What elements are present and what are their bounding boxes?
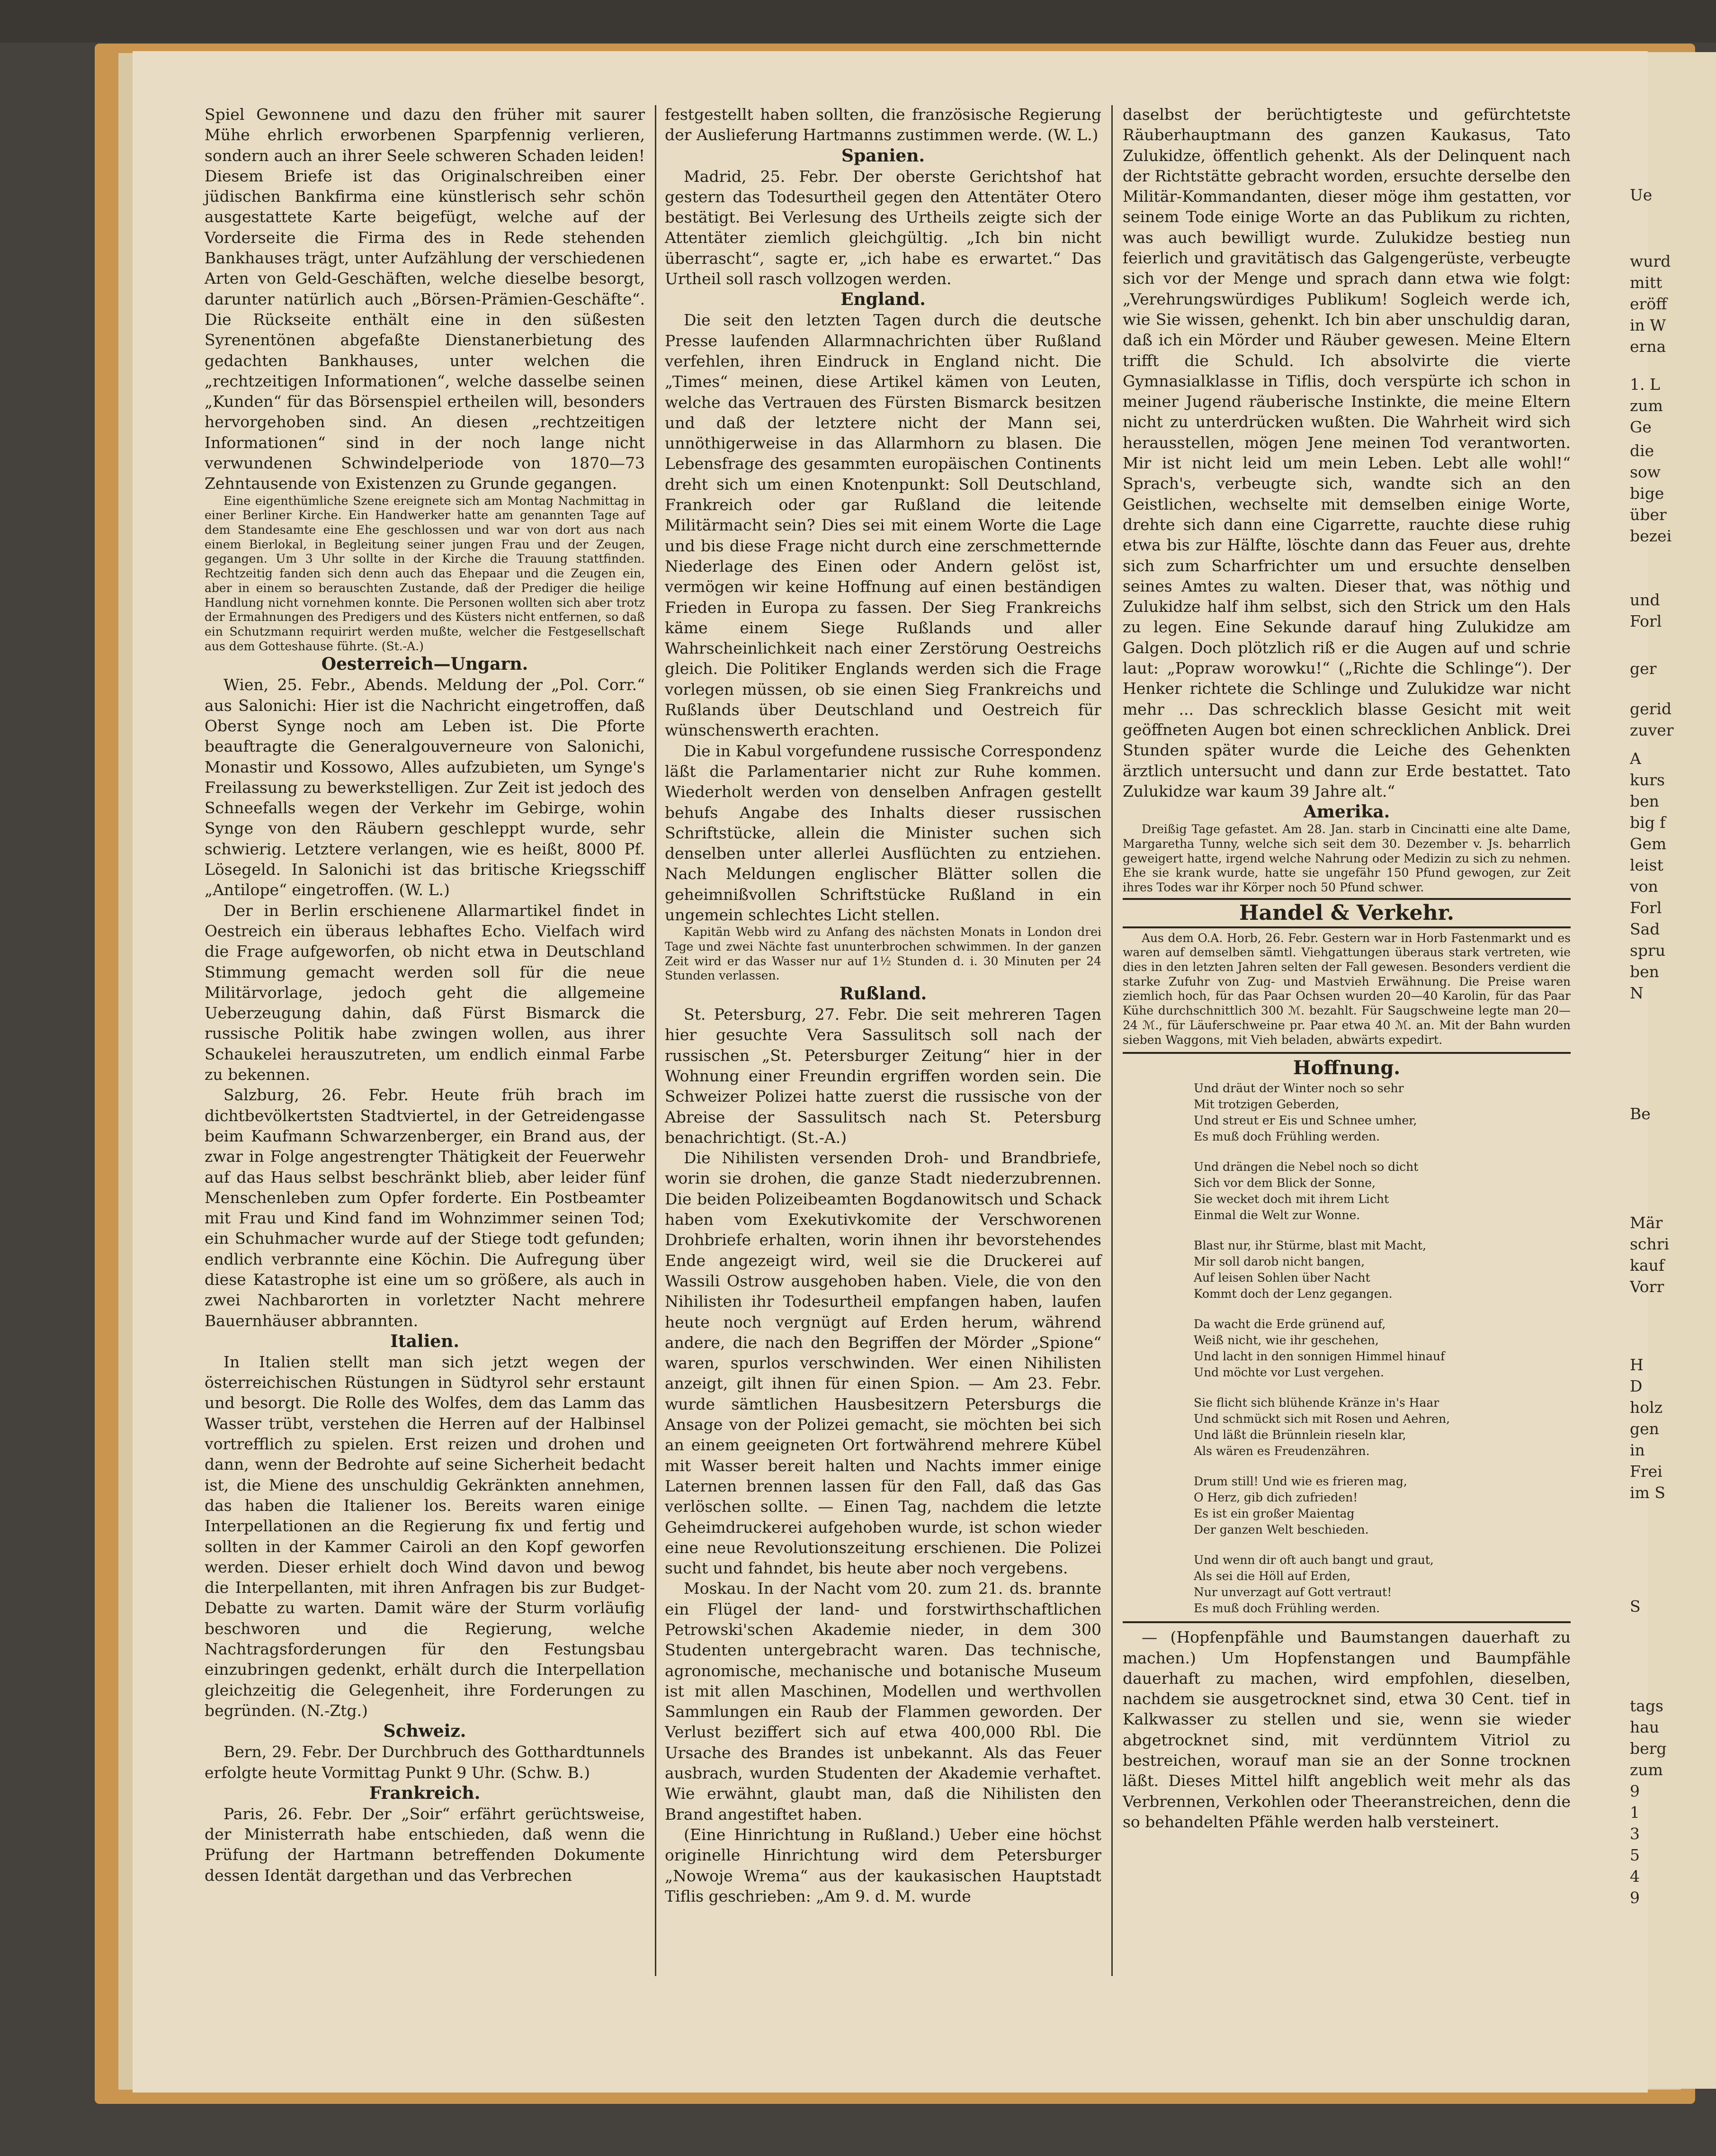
next-page-fragment: eröff	[1630, 295, 1667, 313]
next-page-fragment: tags	[1630, 1697, 1663, 1715]
next-page-fragment: Forl	[1630, 612, 1662, 630]
article-petersburg: St. Petersburg, 27. Febr. Die seit mehreren Tagen hier gesuchte Vera Sassulitsch soll nach der russischen „St. Petersburger Zeitung“ hier in der Wohnung einer Freundin ergriffen worden sein. Die Schweizer Polizei hatte zuerst die russische von der Abreise der Sassulitsch nach St. Petersburg benachrichtigt. (St.-A.)	[665, 1005, 1101, 1147]
next-page-fragment: holz	[1630, 1398, 1663, 1417]
next-page-fragment: berg	[1630, 1739, 1667, 1758]
poem-line: Der ganzen Welt beschieden.	[1194, 1523, 1369, 1537]
poem-line: Sich vor dem Blick der Sonne,	[1194, 1176, 1376, 1190]
next-page-fragment: Ue	[1630, 186, 1653, 204]
article-moskau: Moskau. In der Nacht vom 20. zum 21. ds. brannte ein Flügel der land- und forstwirthschaftlichen Petrowski'schen Akademie nieder, in dem 300 Studenten untergebracht waren. Das technische, agronomische, mechanische und botanische Museum ist mit allen Maschinen, Modellen und werthvollen Sammlungen ein Raub der Flammen geworden. Der Verlust beziffert sich auf etwa 400,000 Rbl. Die Ursache des Brandes ist unbekannt. Als das Feuer ausbrach, wurden Studenten der Akademie verhaftet. Wie erwähnt, glaubt man, daß die Nihilisten den Brand angestiftet haben.	[665, 1579, 1101, 1824]
poem-line: Und wenn dir oft auch bangt und graut,	[1194, 1553, 1434, 1567]
poem-stanza	[1194, 1238, 1571, 1302]
next-page-fragment: Sad	[1630, 920, 1660, 938]
poem-line: Mit trotzigen Geberden,	[1194, 1097, 1340, 1112]
next-page-fragment: über	[1630, 505, 1667, 524]
poem-line: Da wacht die Erde grünend auf,	[1194, 1317, 1386, 1331]
column-rule-1	[655, 105, 656, 1976]
poem-stanza	[1194, 1159, 1571, 1223]
article-italien: In Italien stellt man sich jetzt wegen der österreichischen Rüstungen in Südtyrol sehr erstaunt und besorgt. Die Rolle des Wolfes, dem das Lamm das Wasser trübt, verstehen die Herren auf der Halbinsel vortrefflich zu spielen. Erst reizen und drohen und dann, wenn der Bedrohte auf seine Sicherheit bedacht ist, die Miene des unschuldig Gekränkten annehmen, das haben die Italiener los. Bereits waren einige Interpellationen an die Regierung fix und fertig und sollten in der Kammer Cairoli an den Kopf geworfen werden. Dieser erhielt doch Wind davon und bewog die Interpellanten, mit ihren Anfragen bis zur Budget-Debatte zu warten. Damit wäre der Sturm vorläufig beschworen und die Regierung, welche Nachtragsforderungen für den Festungsbau einzubringen gedenkt, erhält durch die Interpellation gleichzeitig die Gelegenheit, ihre Forderungen zu begründen. (N.-Ztg.)	[205, 1352, 645, 1720]
next-page-fragment: bezei	[1630, 527, 1672, 545]
article-england: Die seit den letzten Tagen durch die deutsche Presse laufenden Allarmnachrichten über Rußland verfehlen, ihren Eindruck in England nicht. Die „Times“ meinen, diese Artikel kämen von Leuten, welche das Vertrauen des Fürsten Bismarck besitzen und daß der letztere nicht der Mann sei, unnöthigerweise in das Allarmhorn zu blasen. Die Lebensfrage des gesammten europäischen Continents dreht sich um einen Knotenpunkt: Soll Deutschland, Frankreich oder gar Rußland die leitende Militärmacht sein? Dies sei mit einem Worte die Lage und bis diese Frage nicht durch eine zerschmetternde Niederlage des Einen oder Andern gelöst ist, vermögen wir keine Hoffnung auf einen beständigen Frieden in Europa zu fassen. Der Sieg Frankreichs käme einem Siege Rußlands und aller Wahrscheinlichkeit nach einer Zerstörung Oestreichs gleich. Die Politiker Englands werden sich die Frage vorlegen müssen, ob sie einen Sieg Frankreichs und Rußlands über Deutschland und Oestreich für wünschenswerth erachten.	[665, 311, 1101, 740]
next-page-fragment: 4	[1630, 1867, 1640, 1886]
column-rule-2	[1111, 105, 1113, 1976]
next-page-fragment: spru	[1630, 941, 1666, 960]
next-page-fragment: kurs	[1630, 771, 1665, 789]
poem-stanza	[1194, 1473, 1571, 1538]
next-page-fragment: D	[1630, 1377, 1643, 1395]
heading-handel-verkehr: Handel & Verkehr.	[1123, 898, 1571, 928]
poem-line: Blast nur, ihr Stürme, blast mit Macht,	[1194, 1239, 1427, 1253]
article-intro: Spiel Gewonnene und dazu den früher mit saurer Mühe ehrlich erworbenen Sparpfennig verlieren, sondern auch an ihrer Seele schweren Schaden leiden! Diesem Briefe ist das Originalschreiben einer jüdischen Bankfirma eine künstlerisch sehr schön ausgestattete Karte beigefügt, welche auf der Vorderseite die Firma des in Rede stehenden Bankhauses trägt, unter Aufzählung der verschiedenen Arten von Geld-Geschäften, welche dieselbe besorgt, darunter natürlich auch „Börsen-Prämien-Geschäfte“. Die Rückseite enthält eine in den süßesten Syrenentönen abgefaßte Dienstanerbietung des gedachten Bankhauses, unter welchen die „rechtzeitigen Informationen“, welche dasselbe seinen „Kunden“ für das Börsenspiel ertheilen will, besonders hervorgehoben sind. An diesen „rechtzeitigen Informationen“ sind in der noch lange nicht verwundenen Schwindelperiode von 1870—73 Zehntausende von Existenzen zu Grunde gegangen.	[205, 105, 645, 493]
article-allarmartikel: Der in Berlin erschienene Allarmartikel findet in Oestreich ein überaus lebhaftes Echo. Vielfach wird die Frage aufgeworfen, ob nicht etwa in Deutschland Stimmung gemacht werden soll für die neue Militärvorlage, jedoch geht die allgemeine Ueberzeugung dahin, daß Fürst Bismarck die russische Politik habe zwingen wollen, aus ihrer Schaukelei herauszutreten, um endlich einmal Farbe zu bekennen.	[205, 901, 645, 1084]
poem-stanza	[1194, 1316, 1571, 1381]
article-kabul: Die in Kabul vorgefundene russische Correspondenz läßt die Parlamentarier nicht zur Ruhe kommen. Wiederholt werden von denselben Anfragen gestellt behufs Angabe des Inhalts dieser russischen Schriftstücke, allein die Minister suchen sich denselben unter allerlei Ausflüchten zu entziehen. Nach Meldungen englischer Blätter sollen die geheimnißvollen Schriftstücke Rußland in ein ungemein schlechtes Licht stellen.	[665, 741, 1101, 924]
next-page-fragment: ben	[1630, 962, 1659, 981]
next-page-fragment: Vorr	[1630, 1277, 1664, 1296]
next-page-fragment: wurd	[1630, 252, 1671, 270]
poem-line: Kommt doch der Lenz gegangen.	[1194, 1287, 1393, 1301]
poem-line: Als wären es Freudenzähren.	[1194, 1444, 1370, 1458]
next-page-fragment: in W	[1630, 316, 1666, 334]
poem-line: Als sei die Höll auf Erden,	[1194, 1569, 1351, 1583]
next-page-fragment: S	[1630, 1597, 1641, 1616]
poem-stanza	[1194, 1552, 1571, 1617]
article-paris-continued: festgestellt haben sollten, die französische Regierung der Auslieferung Hartmanns zustimmen werde. (W. L.)	[665, 105, 1101, 144]
next-page-fragment: Gem	[1630, 835, 1667, 853]
article-webb: Kapitän Webb wird zu Anfang des nächsten Monats in London drei Tage und zwei Nächte fast ununterbrochen schwimmen. In der ganzen Zeit wird er das Wasser nur auf 1½ Stunden d. i. 30 Minuten per 24 Stunden verlassen.	[665, 925, 1101, 983]
poem-line: Und drängen die Nebel noch so dicht	[1194, 1160, 1419, 1174]
heading-russland: Rußland.	[839, 984, 927, 1004]
next-page-fragment: leist	[1630, 856, 1663, 874]
article-hopfen: — (Hopfenpfähle und Baumstangen dauerhaft zu machen.) Um Hopfenstangen und Baumpfähle dauerhaft zu machen, wird empfohlen, dieselben, nachdem sie ausgetrocknet sind, etwa 30 Cent. tief in Kalkwasser zu stellen und sie, wenn sie wieder abgetrocknet sind, mit verdünntem Vitriol zu bestreichen, worauf man sie an der Sonne trocknen läßt. Dieses Mittel hilft angeblich weit mehr als das Verbrennen, Verkohlen oder Theeranstreichen, denn die so behandelten Pfähle werden halb versteinert.	[1123, 1628, 1571, 1831]
column-2	[665, 104, 1101, 1906]
heading-amerika: Amerika.	[1303, 802, 1390, 822]
next-page-fragment: zuver	[1630, 721, 1674, 739]
next-page-fragment: kauf	[1630, 1256, 1665, 1275]
poem-line: Mir soll darob nicht bangen,	[1194, 1255, 1365, 1269]
poem-line: Es ist ein großer Maientag	[1194, 1507, 1355, 1521]
poem-line: Auf leisen Sohlen über Nacht	[1194, 1271, 1370, 1285]
heading-italien: Italien.	[390, 1331, 459, 1351]
article-madrid: Madrid, 25. Febr. Der oberste Gerichtshof hat gestern das Todesurtheil gegen den Attentäter Otero bestätigt. Bei Verlesung des Urtheils zeigte sich der Attentäter ziemlich gleichgültig. „Ich bin nicht überrascht“, sagte er, „ich habe es erwartet.“ Das Urtheil soll rasch vollzogen werden.	[665, 167, 1101, 288]
heading-schweiz: Schweiz.	[383, 1721, 466, 1742]
article-paris: Paris, 26. Febr. Der „Soir“ erfährt gerüchtsweise, der Ministerrath habe entschieden, daß wenn die Prüfung der Hartmann betreffenden Dokumente dessen Identät dargethan und das Verbrechen	[205, 1804, 645, 1885]
poem-line: Und läßt die Brünnlein rieseln klar,	[1194, 1428, 1406, 1442]
next-page-fragment: gerid	[1630, 700, 1672, 718]
scan-top-border	[0, 0, 1716, 43]
poem-line: Sie flicht sich blühende Kränze in's Haar	[1194, 1396, 1439, 1410]
next-page-fragment: 3	[1630, 1824, 1640, 1843]
column-3	[1123, 104, 1571, 1832]
next-page-fragment: schri	[1630, 1235, 1669, 1253]
poem-line: Es muß doch Frühling werden.	[1194, 1601, 1380, 1616]
column-1	[205, 104, 645, 1886]
next-page-fragment: von	[1630, 877, 1658, 896]
next-page-fragment: 1. L	[1630, 375, 1660, 394]
next-page-fragment: im S	[1630, 1483, 1665, 1502]
next-page-fragment: 9	[1630, 1782, 1640, 1800]
next-page-fragment: mitt	[1630, 273, 1662, 292]
heading-spanien: Spanien.	[841, 145, 925, 166]
next-page-fragment: Ge	[1630, 418, 1652, 436]
article-bern: Bern, 29. Febr. Der Durchbruch des Gotthardtunnels erfolgte heute Vormittag Punkt 9 Uhr. (Schw. B.)	[205, 1743, 645, 1782]
poem-line: O Herz, gib dich zufrieden!	[1194, 1491, 1358, 1505]
poem-hoffnung	[1123, 1080, 1571, 1617]
next-page-fragment: gen	[1630, 1419, 1659, 1438]
next-page-fragment: N	[1630, 984, 1644, 1002]
article-amerika: Dreißig Tage gefastet. Am 28. Jan. starb in Cincinatti eine alte Dame, Margaretha Tunny, welche sich seit dem 30. Dezember v. Js. beharrlich geweigert hatte, irgend welche Nahrung oder Medizin zu sich zu nehmen. Ehe sie krank wurde, hatte sie ungefähr 150 Pfund gewogen, zur Zeit ihres Todes war ihr Körper noch 50 Pfund schwer.	[1123, 822, 1571, 894]
poem-line: Und lacht in den sonnigen Himmel hinauf	[1194, 1349, 1445, 1364]
next-page-fragment: die	[1630, 441, 1654, 460]
heading-oesterreich: Oesterreich—Ungarn.	[321, 654, 528, 674]
next-page-fragment: erna	[1630, 337, 1666, 356]
poem-stanza	[1194, 1080, 1571, 1145]
next-page-fragment: Frei	[1630, 1462, 1662, 1481]
next-page-fragment: sow	[1630, 463, 1661, 481]
next-page-fragment: 5	[1630, 1846, 1640, 1864]
next-page-fragment: Forl	[1630, 898, 1662, 917]
article-berlin-kirche: Eine eigenthümliche Szene ereignete sich am Montag Nachmittag in einer Berliner Kirche. Ein Handwerker hatte am genannten Tage auf dem Standesamte eine Ehe geschlossen und war von dort aus nach einem Bierlokal, in Begleitung seiner jungen Frau und der Zeugen, gegangen. Um 3 Uhr sollte in der Kirche die Trauung stattfinden. Rechtzeitig fanden sich denn auch das Ehepaar und die Zeugen ein, aber in einem so berauschten Zustande, daß der Prediger die heilige Handlung nicht vornehmen konnte. Die Personen wollten sich aber trotz der Ermahnungen des Predigers und des Küsters nicht entfernen, so daß ein Schutzmann requirirt werden mußte, welcher die Festgesellschaft aus dem Gotteshause führte. (St.-A.)	[205, 494, 645, 653]
next-page-fragment: A	[1630, 749, 1641, 768]
next-page-fragment: Mär	[1630, 1213, 1663, 1232]
poem-line: Sie wecket doch mit ihrem Licht	[1194, 1192, 1389, 1206]
heading-england: England.	[840, 289, 926, 310]
next-page-fragment: big f	[1630, 813, 1666, 832]
poem-line: Drum still! Und wie es frieren mag,	[1194, 1474, 1407, 1489]
article-salzburg: Salzburg, 26. Febr. Heute früh brach im dichtbevölkertsten Stadtviertel, in der Getreidengasse beim Kaufmann Schwarzenberger, ein Brand aus, der zwar in Folge angestrengter Thätigkeit der Feuerwehr auf das Haus selbst beschränkt blieb, aber leider fünf Menschenleben zum Opfer forderte. Ein Postbeamter mit Frau und Kind fand im Wohnzimmer seinen Tod; ein Schuhmacher wurde auf der Stiege todt gefunden; endlich verbrannte eine Köchin. Die Aufregung über diese Katastrophe ist eine um so größere, als auch in zwei Nachbarorten in vorletzter Nacht mehrere Bauernhäuser abbrannten.	[205, 1086, 645, 1330]
poem-line: Und schmückt sich mit Rosen und Aehren,	[1194, 1412, 1450, 1426]
next-page-fragment: hau	[1630, 1718, 1660, 1736]
poem-line: Und dräut der Winter noch so sehr	[1194, 1081, 1404, 1096]
poem-line: Und streut er Eis und Schnee umher,	[1194, 1114, 1417, 1128]
heading-frankreich: Frankreich.	[369, 1783, 481, 1803]
poem-line: Und möchte vor Lust vergehen.	[1194, 1365, 1384, 1380]
poem-title: Hoffnung.	[1293, 1057, 1401, 1079]
next-page-fragment: bige	[1630, 484, 1664, 503]
article-nihilisten: Die Nihilisten versenden Droh- und Brandbriefe, worin sie drohen, die ganze Stadt niederzubrennen. Die beiden Polizeibeamten Bogdanowitsch und Schack haben vom Exekutivkomite der Verschworenen Drohbriefe erhalten, worin ihnen ihr bevorstehendes Ende angezeigt wird, weil sie die Druckerei auf Wassili Ostrow ausgehoben haben. Viele, die von den Nihilisten ihr Todesurtheil empfangen haben, laufen heute noch vergnügt auf Erden herum, während andere, die nach den Begriffen der Mörder „Spione“ waren, spurlos verschwinden. Wer einen Nihilisten anzeigt, gilt ihnen für einen Spion. — Am 23. Febr. wurde sämtlichen Hausbesitzern Petersburgs die Ansage von der Polizei gemacht, sie möchten bei sich an einem geeigneten Ort fortwährend mehrere Kübel mit Wasser bereit halten und Nachts immer einige Laternen brennen lassen für den Fall, daß das Gas verlöschen sollte. — Einen Tag, nachdem die letzte Geheimdruckerei aufgehoben wurde, ist schon wieder eine neue Revolutionszeitung erschienen. Die Polizei sucht und fahndet, bis heute aber noch vergebens.	[665, 1149, 1101, 1578]
next-page-fragment: zum	[1630, 1761, 1663, 1779]
poem-line: Einmal die Welt zur Wonne.	[1194, 1208, 1360, 1222]
article-wien: Wien, 25. Febr., Abends. Meldung der „Pol. Corr.“ aus Salonichi: Hier ist die Nachricht eingetroffen, daß Oberst Synge noch am Leben ist. Die Pforte beauftragte die Generalgouverneure von Salonichi, Monastir und Kossowo, Alles aufzubieten, um Synge's Freilassung zu bewerkstelligen. Zur Zeit ist jedoch des Schneefalls wegen der Verkehr im Gebirge, wohin Synge von den Räubern geschleppt wurde, sehr schwierig. Letztere verlangen, wie es heißt, 8000 Pf. Lösegeld. In Salonichi ist das britische Kriegsschiff „Antilope“ eingetroffen. (W. L.)	[205, 675, 645, 899]
next-page-fragment: Be	[1630, 1105, 1651, 1123]
poem-line: Nur unverzagt auf Gott vertraut!	[1194, 1585, 1392, 1599]
next-page-fragment: ben	[1630, 792, 1659, 810]
poem-line: Es muß doch Frühling werden.	[1194, 1130, 1380, 1144]
next-page-fragment: zum	[1630, 396, 1663, 415]
article-hinrichtung: (Eine Hinrichtung in Rußland.) Ueber eine höchst originelle Hinrichtung wird dem Petersburger „Nowoje Wrema“ aus der kaukasischen Hauptstadt Tiflis geschrieben: „Am 9. d. M. wurde	[665, 1825, 1101, 1905]
next-page-fragment: 9	[1630, 1888, 1640, 1907]
section-divider	[1123, 1621, 1571, 1623]
poem-line: Weiß nicht, wie ihr geschehen,	[1194, 1333, 1379, 1348]
next-page-fragment: 1	[1630, 1803, 1640, 1822]
next-page-fragment: in	[1630, 1441, 1645, 1459]
next-page-fragment: H	[1630, 1356, 1644, 1374]
next-page-fragment: ger	[1630, 659, 1657, 678]
article-tiflis: daselbst der berüchtigteste und gefürchtetste Räuberhauptmann des ganzen Kaukasus, Tato Zulukidze, öffentlich gehenkt. Als der Delinquent nach der Richtstätte gebracht worden, ersuchte derselbe den Militär-Kommandanten, dieser möge ihm gestatten, vor seinem Tode einige Worte an das Publikum zu richten, was auch bewilligt wurde. Zulukidze bestieg nun feierlich und gravitätisch das Galgengerüste, verbeugte sich vor der Menge und sprach dann etwa wie folgt: „Verehrungswürdiges Publikum! Sogleich werde ich, wie Sie wissen, gehenkt. Ich bin aber unschuldig daran, daß ich ein Mörder und Räuber gewesen. Meine Eltern trifft die Schuld. Ich absolvirte die vierte Gymnasialklasse in Tiflis, doch verspürte ich schon in meiner Jugend räuberische Instinkte, die meine Eltern nicht zu unterdrücken wußten. Die Wahrheit wird sich herausstellen, mögen Jene meinen Tod verantworten. Mir ist nicht leid um mein Leben. Lebt alle wohl!“ Sprach's, verbeugte sich, wandte sich an den Geistlichen, wechselte mit demselben einige Worte, drehte sich dann eine Cigarrette, rauchte diese ruhig etwa bis zur Hälfte, löschte dann das Feuer aus, drehte sich zum Scharfrichter um und ersuchte denselben seines Amtes zu walten. Dieser that, was nöthig und Zulukidze half ihm selbst, sich den Strick um den Hals zu legen. Eine Sekunde darauf hing Zulukidze am Galgen. Doch plötzlich riß er die Augen auf und schrie laut: „Popraw worowku!“ („Richte die Schlinge“). Der Henker richtete die Schlinge und Zulukidze war nicht mehr ... Das schrecklich blasse Gesicht mit weit geöffneten Augen bot einen schrecklichen Anblick. Drei Stunden später wurde die Leiche des Gehenkten ärztlich untersucht und dann zur Erde bestattet. Tato Zulukidze war kaum 39 Jahre alt.“	[1123, 105, 1571, 800]
poem-stanza	[1194, 1395, 1571, 1459]
next-page-fragment: und	[1630, 591, 1660, 609]
section-divider	[1123, 1052, 1571, 1054]
article-horb: Aus dem O.A. Horb, 26. Febr. Gestern war in Horb Fastenmarkt und es waren auf demselben sämtl. Viehgattungen überaus stark vertreten, wie dies in den letzten Jahren selten der Fall gewesen. Besonders verdient die starke Zufuhr von Zug- und Mastvieh Erwähnung. Die Preise waren ziemlich hoch, für das Paar Ochsen wurden 20—40 Karolin, für das Paar Kühe durchschnittlich 300 ℳ. bezahlt. Für Saugschweine legte man 20—24 ℳ., für Läuferschweine pr. Paar etwa 40 ℳ. an. Mit der Bahn wurden sieben Waggons, mit Vieh beladen, abwärts expedirt.	[1123, 931, 1571, 1047]
